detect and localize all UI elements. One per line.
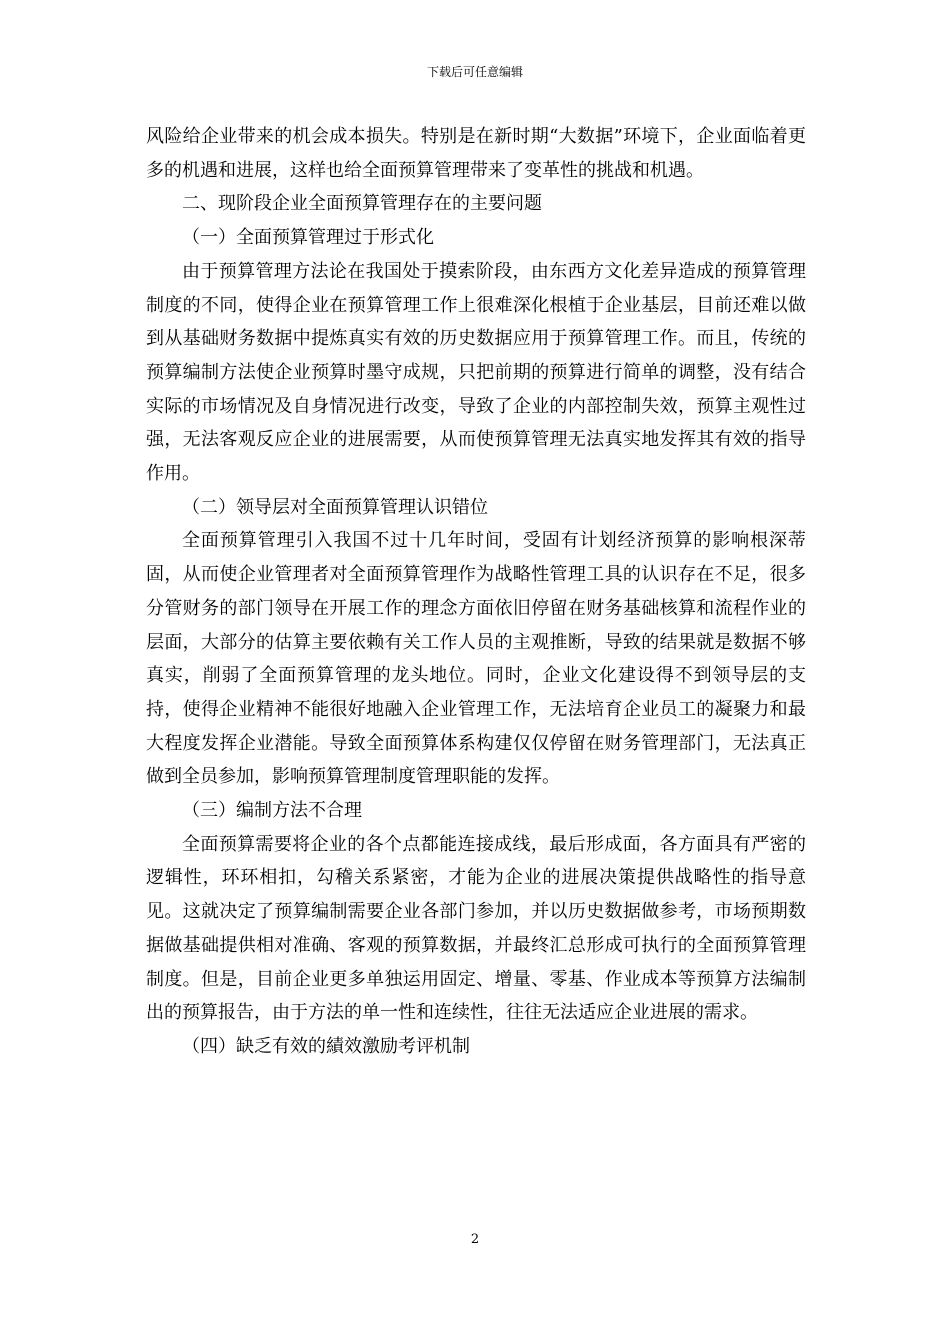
paragraph-continued: 风险给企业带来的机会成本损失。特别是在新时期“大数据”环境下，企业面临着更多的机遇和进展，这样也给全面预算管理带来了变革性的挑战和机遇。	[146, 126, 806, 181]
page-number: 2	[470, 1232, 480, 1247]
page-header: 下载后可任意编辑	[426, 65, 523, 79]
subsection-heading-4: （四）缺乏有效的績效激励考评机制	[182, 1035, 470, 1057]
paragraph-1: 由于预算管理方法论在我国处于摸索阶段，由东西方文化差异造成的预算管理制度的不同，使得企业在预算管理工作上很难深化根植于企业基层，目前还难以做到从基础财务数据中提炼真实有效的历史数据应用于预算管理工作。而且，传统的预算编制方法使企业预算时墨守成规，只把前期的预算进行简单的调整，没有结合实际的市场情况及自身情况进行改变，导致了企业的内部控制失效，预算主观性过强，无法客观反应企业的进展需要，从而使预算管理无法真实地发挥其有效的指导作用。	[146, 260, 806, 485]
subsection-heading-1: （一）全面预算管理过于形式化	[182, 227, 434, 249]
document-body	[146, 120, 806, 1064]
section-heading: 二、现阶段企业全面预算管理存在的主要问题	[182, 193, 542, 215]
paragraph-2: 全面预算管理引入我国不过十几年时间，受固有计划经济预算的影响根深蒂固，从而使企业管理者对全面预算管理作为战略性管理工具的认识存在不足，很多分管财务的部门领导在开展工作的理念方面依旧停留在财务基础核算和流程作业的层面，大部分的估算主要依赖有关工作人员的主观推断，导致的结果就是数据不够真实，削弱了全面预算管理的龙头地位。同时，企业文化建设得不到领导层的支持，使得企业精神不能很好地融入企业管理工作，无法培育企业员工的凝聚力和最大程度发挥企业潜能。导致全面预算体系构建仅仅停留在财务管理部门，无法真正做到全员参加，影响预算管理制度管理职能的发挥。	[146, 530, 806, 788]
paragraph-3: 全面预算需要将企业的各个点都能连接成线，最后形成面，各方面具有严密的逻辑性，环环相扣，勾稽关系紧密，才能为企业的进展决策提供战略性的指导意见。这就决定了预算编制需要企业各部门参加，并以历史数据做参考，市场预期数据做基础提供相对准确、客观的预算数据，并最终汇总形成可执行的全面预算管理制度。但是，目前企业更多单独运用固定、增量、零基、作业成本等预算方法编制出的预算报告，由于方法的单一性和连续性，往往无法适应企业进展的需求。	[146, 833, 806, 1024]
subsection-heading-2: （二）领导层对全面预算管理认识错位	[182, 496, 488, 518]
subsection-heading-3: （三）编制方法不合理	[182, 800, 362, 822]
